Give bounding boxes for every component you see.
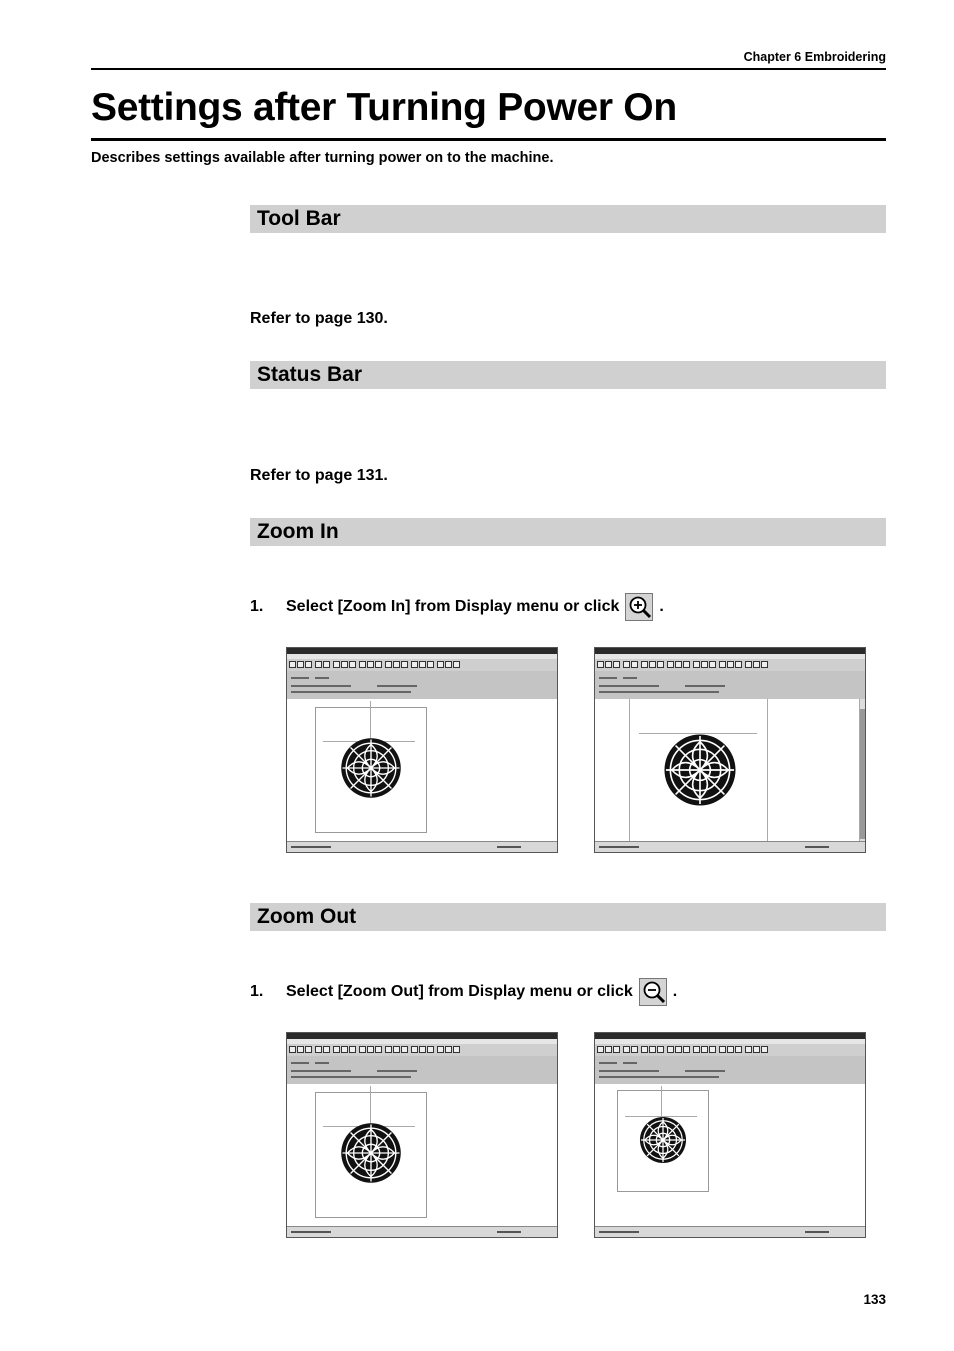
zoom-in-icon[interactable] [625, 593, 653, 621]
title-rule [91, 138, 886, 141]
section-zoomin-heading [250, 518, 886, 546]
step-end: . [672, 983, 678, 1000]
embroidery-pattern [639, 1116, 687, 1164]
page-title: Settings after Turning Power On [91, 86, 677, 129]
zoomin-after-screenshot [594, 647, 866, 853]
zoomout-after-screenshot [594, 1032, 866, 1238]
chapter-label: Chapter 6 Embroidering [743, 50, 886, 64]
section-title: Zoom Out [257, 905, 357, 928]
step-end: . [659, 598, 664, 615]
toolbar-reference: Refer to page 130. [250, 310, 388, 327]
step-number: 1. [250, 983, 264, 1000]
section-title: Status Bar [257, 363, 363, 386]
zoomout-step [250, 976, 677, 1008]
zoomin-before-screenshot [286, 647, 558, 853]
section-title: Tool Bar [257, 207, 341, 230]
page-number: 133 [863, 1292, 886, 1307]
page-description: Describes settings available after turning power on to the machine. [91, 150, 554, 166]
section-statusbar-heading [250, 361, 886, 389]
step-number: 1. [250, 598, 264, 615]
section-toolbar-heading [250, 205, 886, 233]
embroidery-pattern [663, 733, 737, 807]
step-text: Select [Zoom In] from Display menu or click [286, 598, 620, 615]
zoomout-before-screenshot [286, 1032, 558, 1238]
header-rule [91, 68, 886, 70]
vertical-scrollbar [859, 699, 865, 844]
section-zoomout-heading [250, 903, 886, 931]
embroidery-pattern [340, 737, 402, 799]
section-title: Zoom In [257, 520, 339, 543]
zoom-out-icon[interactable] [639, 978, 667, 1006]
statusbar-reference: Refer to page 131. [250, 467, 388, 484]
embroidery-pattern [340, 1122, 402, 1184]
zoomin-step [250, 591, 664, 623]
step-text: Select [Zoom Out] from Display menu or click [286, 983, 633, 1000]
